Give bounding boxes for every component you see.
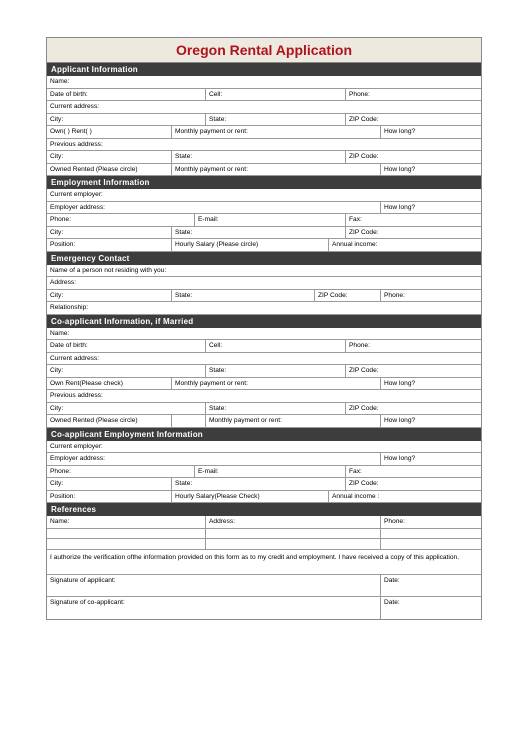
field-phone: Phone: <box>50 216 71 223</box>
field-name-of-a-person-not-residing-: Name of a person not residing with you: <box>50 266 167 274</box>
field-phone: Phone: <box>345 340 481 352</box>
form-row <box>47 340 481 353</box>
field-state: State: <box>171 227 345 239</box>
field-previous-address: Previous address: <box>50 392 103 399</box>
form-row <box>47 550 481 575</box>
field-zip-code: ZIP Code: <box>345 365 481 377</box>
field-own-rent: Own( ) Rent( ) <box>50 128 92 135</box>
form-row <box>47 403 481 416</box>
field-monthly-payment-or-rent: Monthly payment or rent: <box>171 164 380 176</box>
form-row <box>47 597 481 619</box>
field-name: Name: <box>50 518 70 525</box>
form-row <box>47 415 481 428</box>
field-date-of-birth: Date of birth: <box>50 342 88 349</box>
field-relationship: Relationship: <box>50 304 89 311</box>
field-fax: Fax: <box>345 466 481 478</box>
field-zip-code: ZIP Code: <box>345 114 481 126</box>
form-row <box>47 516 481 529</box>
field-e-mail: E-mail: <box>194 214 345 226</box>
blank-field[interactable] <box>205 539 380 549</box>
form-row <box>47 378 481 391</box>
field-zip-code: ZIP Code: <box>314 290 380 302</box>
form-row <box>47 353 481 366</box>
field-phone: Phone: <box>345 89 481 101</box>
field-i-authorize-the-verification-o: I authorize the verification ofthe information provided on this form as to my credit and employment. I have received a copy of this application. <box>50 553 460 561</box>
form-row <box>47 239 481 252</box>
field-address: Address: <box>50 279 77 286</box>
form-row <box>47 189 481 202</box>
field-owned-rented-please-circle: Owned Rented (Please circle) <box>50 417 138 424</box>
blank-field[interactable] <box>47 539 205 549</box>
form-sections <box>47 63 481 619</box>
form-row <box>47 214 481 227</box>
form-row <box>47 290 481 303</box>
blank-field[interactable] <box>205 529 380 539</box>
field-cell: Cell: <box>205 89 345 101</box>
field-owned-rented-please-circle: Owned Rented (Please circle) <box>50 165 138 173</box>
form-row <box>47 89 481 102</box>
field-signature-of-applicant: Signature of applicant: <box>50 576 116 584</box>
form-row <box>47 441 481 454</box>
field-position: Position: <box>50 492 76 500</box>
field-zip-code: ZIP Code: <box>345 403 481 415</box>
field-zip-code: ZIP Code: <box>345 478 481 490</box>
field-monthly-payment-or-rent: Monthly payment or rent: <box>205 415 380 427</box>
field-city: City: <box>50 115 64 123</box>
field-state: State: <box>205 365 345 377</box>
form-row <box>47 453 481 466</box>
form-row <box>47 478 481 491</box>
field-signature-of-co-applicant: Signature of co-applicant: <box>50 598 125 606</box>
field-phone: Phone: <box>380 516 481 528</box>
field-annual-income: Annual income: <box>328 239 481 251</box>
field-city: City: <box>50 291 64 299</box>
field-how-long: How long? <box>380 164 481 176</box>
field-hourly-salary-please-circle: Hourly Salary (Please circle) <box>171 239 328 251</box>
field-previous-address: Previous address: <box>50 140 103 148</box>
field-state: State: <box>171 151 345 163</box>
field-employer-address: Employer address: <box>50 203 105 211</box>
form-row <box>47 575 481 597</box>
field-monthly-payment-or-rent: Monthly payment or rent: <box>171 126 380 138</box>
form-row <box>47 328 481 341</box>
field-zip-code: ZIP Code: <box>345 227 481 239</box>
section-header-co-applicant-employment-information: Co-applicant Employment Information <box>47 428 481 441</box>
field-current-employer: Current employer: <box>50 442 103 450</box>
section-header-co-applicant-information-if-married: Co-applicant Information, if Married <box>47 315 481 328</box>
field-how-long: How long? <box>380 202 481 214</box>
field-fax: Fax: <box>345 214 481 226</box>
form-row <box>47 164 481 177</box>
form-row <box>47 265 481 278</box>
form-row <box>47 365 481 378</box>
field-how-long: How long? <box>380 378 481 390</box>
field-city: City: <box>50 153 64 160</box>
blank-field[interactable] <box>171 415 205 427</box>
rental-application-form <box>46 37 482 620</box>
form-row <box>47 529 481 540</box>
section-header-references: References <box>47 503 481 516</box>
form-row <box>47 491 481 504</box>
section-header-employment-information: Employment Information <box>47 176 481 189</box>
field-city: City: <box>50 228 64 236</box>
form-row <box>47 101 481 114</box>
blank-field[interactable] <box>47 529 205 539</box>
section-header-emergency-contact: Emergency Contact <box>47 252 481 265</box>
field-hourly-salary-please-check: Hourly Salary(Please Check) <box>171 491 328 503</box>
form-row <box>47 202 481 215</box>
field-how-long: How long? <box>380 453 481 465</box>
field-state: State: <box>171 290 314 302</box>
field-current-address: Current address: <box>50 103 100 110</box>
field-how-long: How long? <box>380 126 481 138</box>
form-row <box>47 139 481 152</box>
field-phone: Phone: <box>50 467 71 475</box>
form-row <box>47 151 481 164</box>
field-state: State: <box>205 403 345 415</box>
form-row <box>47 466 481 479</box>
field-how-long: How long? <box>380 415 481 427</box>
field-date: Date: <box>380 575 481 596</box>
field-address: Address: <box>205 516 380 528</box>
form-row <box>47 227 481 240</box>
field-date-of-birth: Date of birth: <box>50 90 88 98</box>
field-employer-address: Employer address: <box>50 455 105 462</box>
field-monthly-payment-or-rent: Monthly payment or rent: <box>171 378 380 390</box>
form-row <box>47 114 481 127</box>
field-name: Name: <box>50 78 70 85</box>
form-row <box>47 539 481 550</box>
form-row <box>47 390 481 403</box>
field-name: Name: <box>50 329 70 337</box>
field-phone: Phone: <box>380 290 481 302</box>
field-city: City: <box>50 367 64 374</box>
field-cell: Cell: <box>205 340 345 352</box>
field-position: Position: <box>50 241 76 248</box>
field-date: Date: <box>380 597 481 619</box>
field-state: State: <box>171 478 345 490</box>
section-header-applicant-information: Applicant Information <box>47 63 481 76</box>
field-current-address: Current address: <box>50 354 100 362</box>
field-state: State: <box>205 114 345 126</box>
field-zip-code: ZIP Code: <box>345 151 481 163</box>
form-row <box>47 277 481 290</box>
form-title: Oregon Rental Application <box>47 38 481 63</box>
blank-field[interactable] <box>380 529 481 539</box>
field-annual-income: Annual income : <box>328 491 481 503</box>
field-current-employer: Current employer: <box>50 191 103 198</box>
blank-field[interactable] <box>380 539 481 549</box>
form-row <box>47 302 481 315</box>
field-city: City: <box>50 404 64 412</box>
field-e-mail: E-mail: <box>194 466 345 478</box>
field-own-rent-please-check: Own Rent(Please check) <box>50 379 123 387</box>
form-row <box>47 76 481 89</box>
field-city: City: <box>50 480 64 487</box>
form-row <box>47 126 481 139</box>
